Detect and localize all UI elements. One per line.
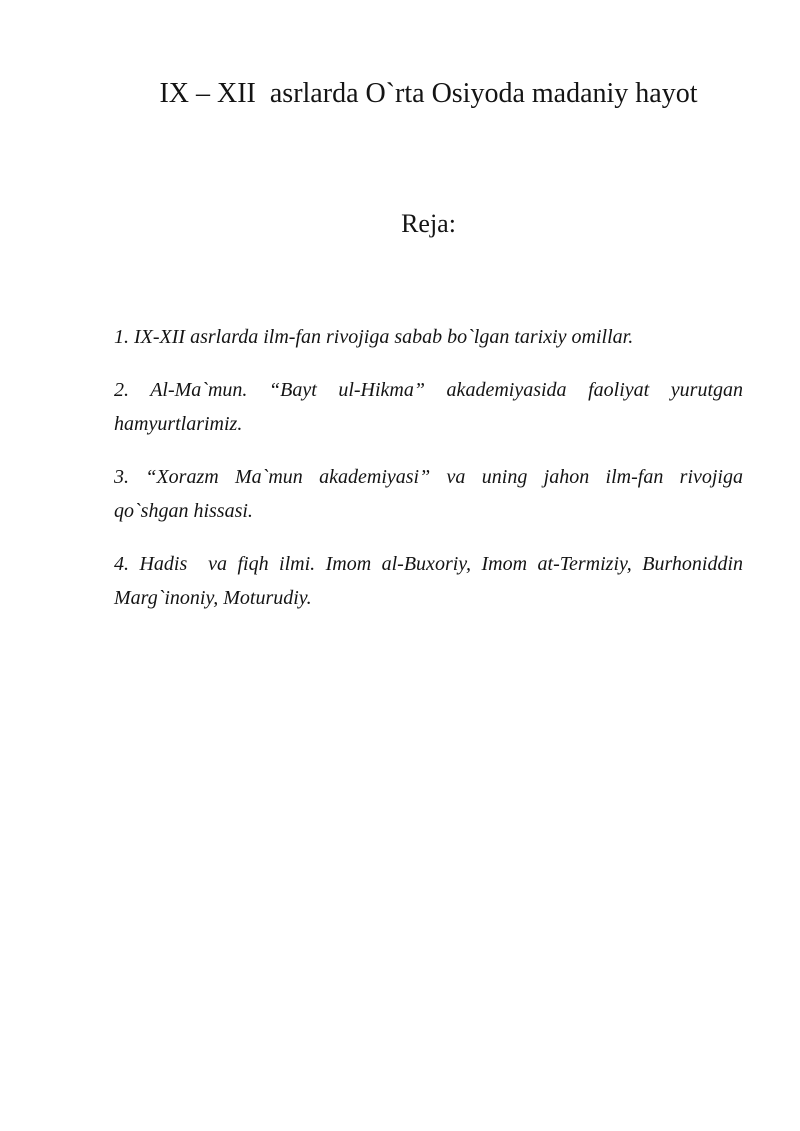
document-content xyxy=(0,78,800,615)
paragraph-line: hamyurtlarimiz. xyxy=(114,413,243,435)
plan-item-4 xyxy=(114,547,743,615)
plan-list xyxy=(114,320,743,615)
plan-item-1 xyxy=(114,320,743,354)
paragraph-line: 2. Al-Ma`mun. “Bayt ul-Hikma” akademiyasida faoliyat yurutgan xyxy=(114,379,743,401)
plan-heading: Reja: xyxy=(401,209,456,238)
paragraph-line: 4. Hadis va fiqh ilmi. Imom al-Buxoriy, Imom at-Termiziy, Burhoniddin xyxy=(114,553,743,575)
plan-item-3 xyxy=(114,460,743,528)
paragraph-line: qo`shgan hissasi. xyxy=(114,500,253,522)
paragraph-line: Marg`inoniy, Moturudiy. xyxy=(114,587,312,609)
paragraph-line: 1. IX-XII asrlarda ilm-fan rivojiga sabab bo`lgan tarixiy omillar. xyxy=(114,326,634,348)
plan-item-2 xyxy=(114,373,743,441)
paragraph-line: 3. “Xorazm Ma`mun akademiyasi” va uning jahon ilm-fan rivojiga xyxy=(114,466,743,488)
document-title: IX – XII asrlarda O`rta Osiyoda madaniy hayot xyxy=(159,78,698,109)
